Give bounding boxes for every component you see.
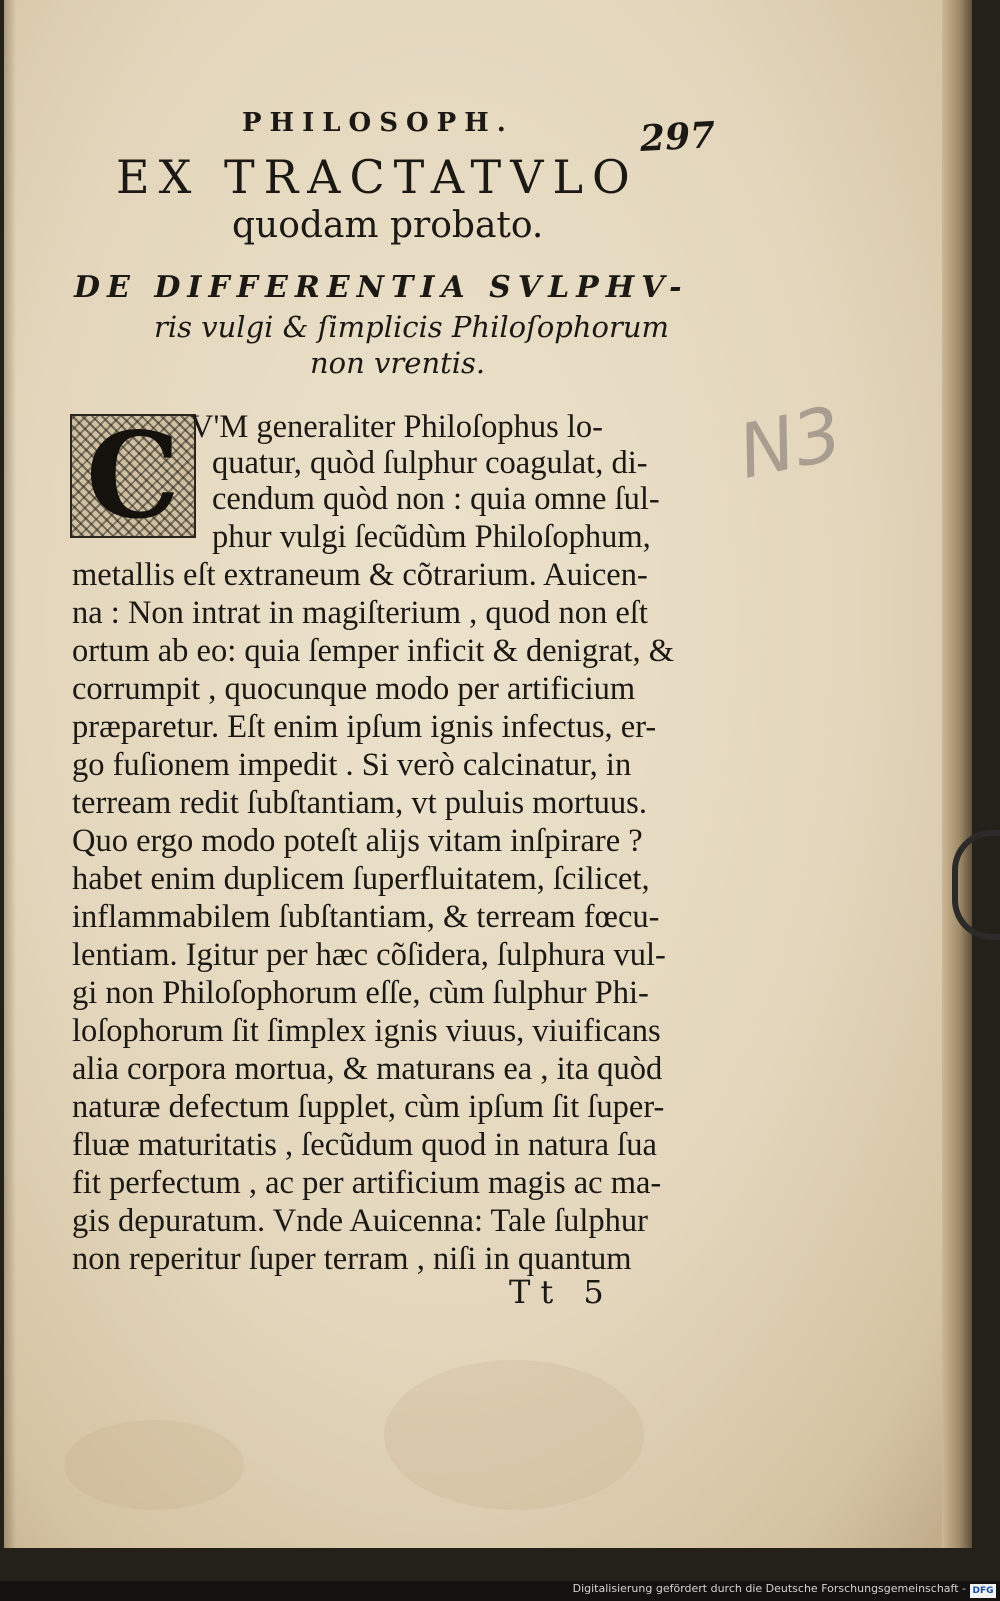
funding-credit: Digitalisierung gefördert durch die Deutsche Forschungsgemeinschaft - [572,1582,966,1595]
chapter-heading-line-2: ris vulgi & ſimplicis Philoſophorum [154,310,670,344]
text-line: go fuſionem impedit . Si verò calcinatur, in [72,747,632,783]
margin-annotation: N3 [731,390,850,496]
text-line: non reperitur ſuper terram , niſi in quantum [72,1241,632,1277]
signature-mark: Tt 5 [509,1273,614,1311]
paper-stain [64,1420,244,1510]
book-page [4,0,972,1548]
chapter-heading: DE DIFFERENTIA SVLPHV- [74,270,689,305]
section-title-continued: quodam probato. [232,205,544,246]
text-line: habet enim duplicem ſuperfluitatem, ſcilicet, [72,861,650,897]
text-line: metallis eſt extraneum & cõtrarium. Auicen- [72,557,648,593]
text-line: na : Non intrat in magiſterium , quod non eſt [72,595,648,631]
text-line: ortum ab eo: quia ſemper inficit & denigrat, & [72,633,674,669]
paper-stain [384,1360,644,1510]
text-line: cendum quòd non : quia omne ſul- [212,481,660,517]
page-number: 297 [638,114,717,160]
decorated-initial [70,406,196,545]
text-line: præparetur. Eſt enim ipſum ignis infectus, er- [72,709,657,745]
text-line: alia corpora mortua, & maturans ea , ita quòd [72,1051,663,1087]
text-line: phur vulgi ſecũdùm Philoſophum, [212,519,651,555]
text-line: fit perfectum , ac per artificium magis ac ma- [72,1165,662,1201]
text-line: gi non Philoſophorum eſſe, cùm ſulphur Phi- [72,975,649,1011]
text-line: fluæ maturitatis , ſecũdum quod in natura ſua [72,1127,657,1163]
page-clip [952,830,1000,940]
dfg-logo: DFG [970,1584,996,1598]
text-line: inflammabilem ſubſtantiam, & terream fœcu- [72,899,660,935]
text-line: quatur, quòd ſulphur coagulat, di- [212,445,648,481]
text-line: gis depuratum. Vnde Auicenna: Tale ſulphur [72,1203,648,1239]
text-line: V'M generaliter Philoſophus lo- [190,409,603,445]
page-edge [942,0,972,1548]
text-line: lentiam. Igitur per hæc cõſidera, ſulphura vul- [72,937,666,973]
chapter-heading-line-3: non vrentis. [310,346,486,380]
text-line: naturæ defectum ſupplet, cùm ipſum ſit ſuper- [72,1089,665,1125]
text-line: Quo ergo modo poteſt alijs vitam inſpirare ? [72,823,643,859]
initial-letter: C [86,406,180,545]
section-title: EX TRACTATVLO [116,150,639,204]
text-line: terream redit ſubſtantiam, vt puluis mortuus. [72,785,647,821]
text-line: corrumpit , quocunque modo per artificium [72,671,636,707]
running-head: PHILOSOPH. [242,108,514,138]
text-line: loſophorum ſit ſimplex ignis viuus, viuificans [72,1013,661,1049]
gutter-shadow [4,0,16,1548]
